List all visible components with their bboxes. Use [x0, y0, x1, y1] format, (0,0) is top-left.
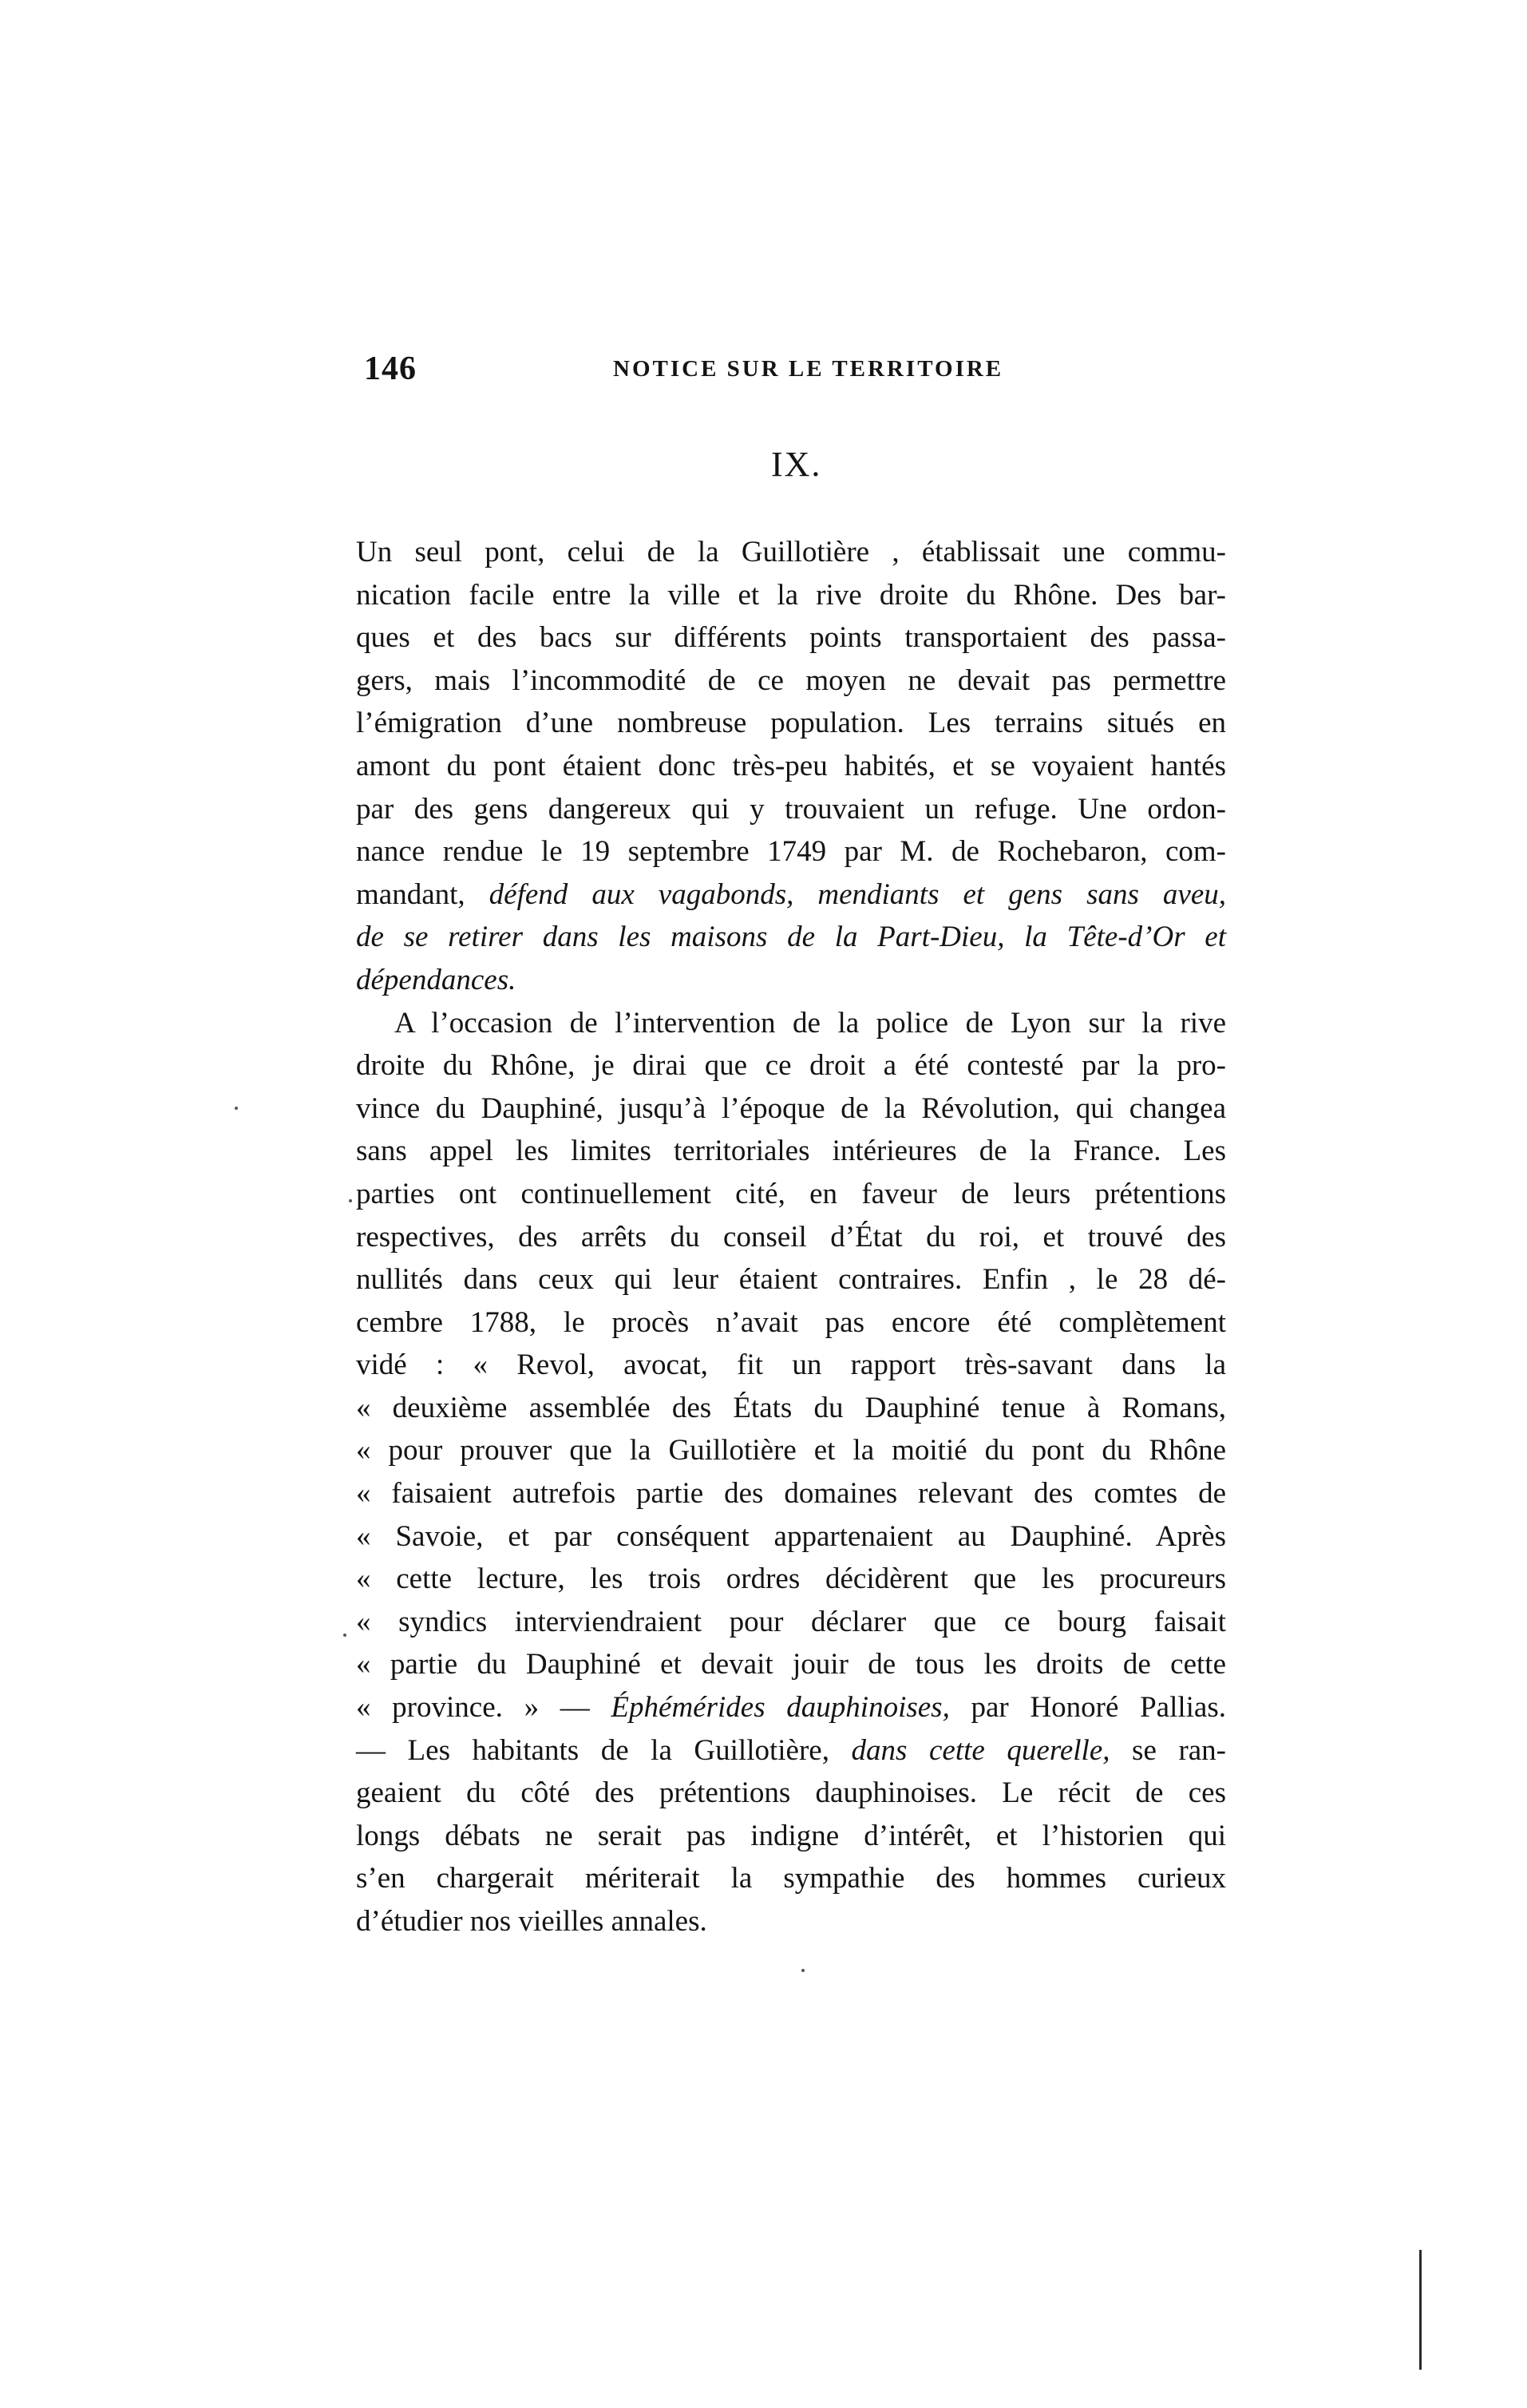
paragraph-1 [356, 531, 1226, 1002]
text-line-italic: dépendances. [356, 963, 516, 996]
text-line: « cette lecture, les trois ordres décidèrent que les procureurs [356, 1562, 1226, 1596]
text-line-mixed [356, 873, 1226, 917]
text-span: — Les habitants de la Guillotière, [356, 1733, 829, 1767]
text-line: Un seul pont, celui de la Guillotière , établissait une commu- [356, 536, 1226, 568]
text-line: droite du Rhône, je dirai que ce droit a été contesté par la pro- [356, 1049, 1226, 1083]
text-line: nance rendue le 19 septembre 1749 par M. de Rochebaron, com- [356, 835, 1226, 869]
text-line: cembre 1788, le procès n’avait pas encore été complètement [356, 1305, 1226, 1339]
page-edge-mark [1419, 2250, 1422, 2370]
text-line: geaient du côté des prétentions dauphinoises. Le récit de ces [356, 1776, 1226, 1810]
ink-speck [235, 1107, 238, 1110]
text-line: s’en chargerait mériterait la sympathie des hommes curieux [356, 1862, 1226, 1895]
text-line-italic: de se retirer dans les maisons de la Part-Dieu, la Tête-d’Or et [356, 921, 1226, 954]
text-line: amont du pont étaient donc très-peu habités, et se voyaient hantés [356, 749, 1226, 782]
text-line: longs débats ne serait pas indigne d’intérêt, et l’historien qui [356, 1819, 1226, 1852]
text-line: gers, mais l’incommodité de ce moyen ne devait pas permettre [356, 663, 1226, 697]
ink-speck [349, 1199, 352, 1202]
paragraph-2 [356, 1002, 1226, 1943]
text-line: vidé : « Revol, avocat, fit un rapport très-savant dans la [356, 1349, 1226, 1382]
ink-speck [801, 1969, 805, 1972]
running-title: NOTICE SUR LE TERRITOIRE [613, 356, 1004, 382]
text-line: « pour prouver que la Guillotière et la moitié du pont du Rhône [356, 1434, 1226, 1467]
text-line: nication facile entre la ville et la rive droite du Rhône. Des bar- [356, 578, 1226, 612]
text-line: respectives, des arrêts du conseil d’État du roi, et trouvé des [356, 1220, 1226, 1254]
text-line: « partie du Dauphiné et devait jouir de tous les droits de cette [356, 1648, 1226, 1681]
text-line-mixed [356, 1729, 1226, 1772]
italic-span: dans cette querelle, [829, 1733, 1110, 1767]
text-span: se ran- [1110, 1733, 1227, 1767]
text-line: ques et des bacs sur différents points transportaient des passa- [356, 621, 1226, 655]
text-line: « Savoie, et par conséquent appartenaient au Dauphiné. Après [356, 1519, 1226, 1553]
text-line: A l’occasion de l’intervention de la police de Lyon sur la rive [394, 1006, 1226, 1040]
text-line: « deuxième assemblée des États du Dauphiné tenue à Romans, [356, 1391, 1226, 1424]
text-line: « faisaient autrefois partie des domaines relevant des comtes de [356, 1477, 1226, 1511]
italic-span: défend aux vagabonds, mendiants et gens sans aveu, [465, 877, 1226, 911]
text-line: « syndics interviendraient pour déclarer que ce bourg faisait [356, 1605, 1226, 1638]
text-line: par des gens dangereux qui y trouvaient un refuge. Une ordon- [356, 792, 1226, 826]
text-line: parties ont continuellement cité, en faveur de leurs prétentions [356, 1177, 1226, 1210]
text-span: « province. » — [356, 1691, 590, 1725]
section-heading: IX. [771, 445, 822, 484]
page-header [364, 350, 1226, 398]
text-span: mandant, [356, 877, 465, 911]
text-line: d’étudier nos vieilles annales. [356, 1905, 707, 1938]
text-span: par Honoré Pallias. [949, 1691, 1226, 1725]
text-line: vince du Dauphiné, jusqu’à l’époque de la Révolution, qui changea [356, 1091, 1226, 1125]
page-number: 146 [364, 351, 417, 387]
text-line: nullités dans ceux qui leur étaient contraires. Enfin , le 28 dé- [356, 1263, 1226, 1297]
text-line-mixed [356, 1686, 1226, 1729]
italic-span: Éphémérides dauphinoises, [589, 1691, 950, 1725]
text-line: l’émigration d’une nombreuse population. Les terrains situés en [356, 707, 1226, 740]
ink-speck [343, 1634, 346, 1637]
body-text [356, 531, 1226, 1943]
text-line: sans appel les limites territoriales intérieures de la France. Les [356, 1135, 1226, 1168]
